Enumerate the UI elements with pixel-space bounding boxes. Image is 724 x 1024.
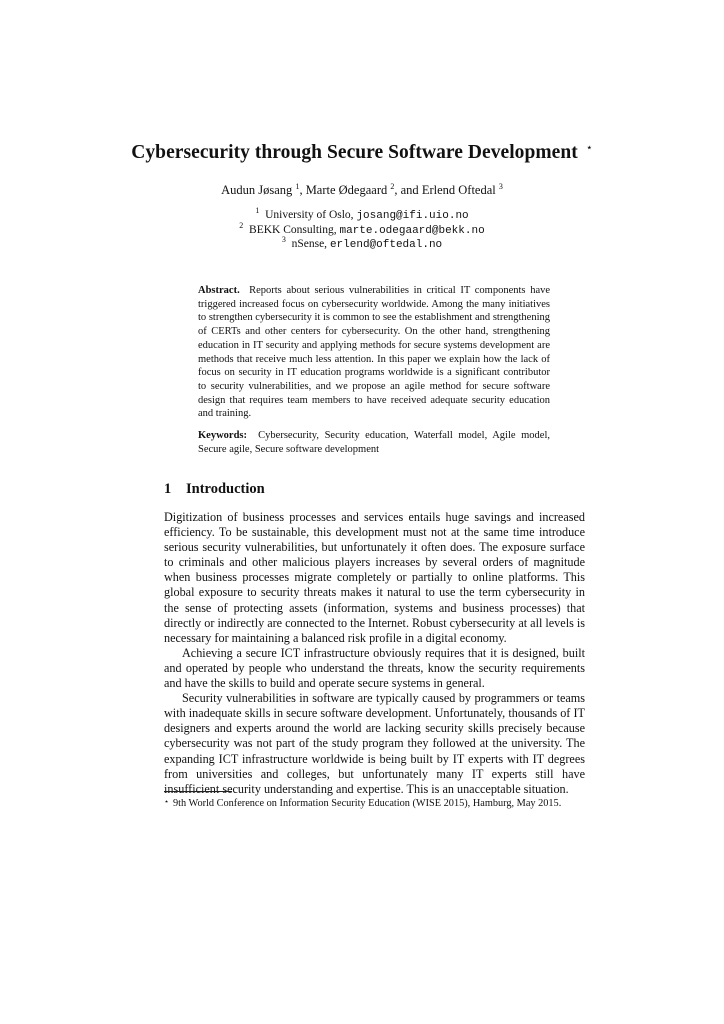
author-affiliation-mark: 3: [498, 182, 503, 191]
affiliation-email[interactable]: josang@ifi.uio.no: [356, 210, 469, 222]
author-separator: ,: [299, 183, 306, 197]
paper-title: [60, 136, 664, 165]
body-paragraph: Digitization of business processes and services entails huge savings and increased efficiency. To be sustainable, this development must not at the same time introduce serious security vulnerabilities, but unfortunately it often does. The exposure surface to criminals and other malicious players increases by several orders of magnitude when business processes migrate completely or partially to online platforms. This global exposure to security threats makes it natural to use the term cybersecurity in the sense of protecting assets (information, systems and business processes) that directly or indirectly are connected to the Internet. Robust cybersecurity at all levels is necessary for maintaining a balanced risk profile in a digital economy.: [164, 510, 585, 645]
author-affiliation-mark: 2: [390, 182, 395, 191]
author-name: Audun Jøsang: [221, 183, 293, 197]
footnote-mark: ⋆: [164, 797, 170, 806]
author-name: Marte Ødegaard: [305, 183, 388, 197]
abstract-label: Abstract.: [198, 285, 240, 296]
affiliation-list: [60, 206, 664, 253]
author-name: Erlend Oftedal: [421, 183, 496, 197]
footnote: [164, 795, 594, 810]
affiliation-email[interactable]: erlend@oftedal.no: [329, 239, 443, 251]
affiliation: [60, 235, 664, 253]
affiliation-org: University of Oslo,: [265, 209, 354, 221]
affiliation-org: BEKK Consulting,: [249, 223, 337, 236]
affiliation: [60, 206, 664, 224]
footnote-divider: [164, 791, 232, 792]
affiliation: [60, 220, 664, 239]
section-title: Introduction: [186, 481, 265, 497]
abstract-text: Reports about serious vulnerabilities in critical IT components have triggered increased focus on cybersecurity worldwide. Among the many initiatives to strengthen cybersecurity it is common to see the establishment and strengthening of CERTs and other centers for cybersecurity. On the other hand, strengthening education in IT security and applying methods for secure systems development are methods that receive much less attention. In this paper we explain how the lack of focus on security in IT education programs worldwide is a significant contributor to security vulnerabilities, and we propose an agile method for secure software design that requires team members to have received adequate security education and training.: [198, 285, 551, 420]
body-paragraph: Achieving a secure ICT infrastructure obviously requires that it is designed, built and operated by people who understand the threats, know the security requirements and have the skills to build and operate secure systems in general.: [164, 645, 585, 691]
affiliation-email[interactable]: marte.odegaard@bekk.no: [339, 224, 485, 237]
author-affiliation-mark: 1: [295, 182, 300, 191]
title-footnote-mark: ⋆: [585, 142, 593, 154]
section-heading: [164, 480, 265, 498]
affiliation-mark: 3: [281, 235, 286, 244]
keywords-text: Cybersecurity, Security education, Waterfall model, Agile model, Secure agile, Secure software development: [198, 430, 550, 455]
footnote-text: 9th World Conference on Information Security Education (WISE 2015), Hamburg, May 2015.: [173, 798, 562, 809]
keywords: [198, 429, 550, 456]
section-body: [164, 510, 585, 797]
author-list: [60, 182, 664, 198]
title-text: Cybersecurity through Secure Software Development: [131, 142, 578, 163]
keywords-label: Keywords:: [198, 430, 247, 441]
abstract: [198, 284, 550, 421]
affiliation-mark: 1: [255, 206, 260, 215]
affiliation-org: nSense,: [291, 238, 328, 250]
section-number: 1: [164, 481, 172, 497]
affiliation-mark: 2: [239, 220, 244, 230]
body-paragraph: Security vulnerabilities in software are typically caused by programmers or teams with inadequate skills in secure software development. Unfortunately, thousands of IT designers and experts around the world are lacking security skills precisely because cybersecurity was not part of the study program they followed at the university. The expanding ICT infrastructure worldwide is being built by IT experts with IT degrees from universities and colleges, but unfortunately many IT experts still have insufficient security understanding and expertise. This is an unacceptable situation.: [164, 691, 585, 796]
author-separator: , and: [394, 183, 422, 197]
